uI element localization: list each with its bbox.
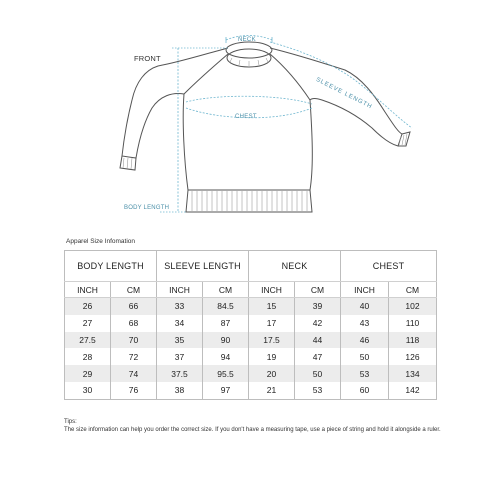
group-header: BODY LENGTH (65, 251, 157, 282)
table-cell: 44 (295, 332, 341, 349)
size-table (64, 250, 437, 400)
tips-title: Tips: (64, 419, 77, 425)
table-cell: 76 (111, 382, 157, 399)
table-caption: Apparel Size Infomation (66, 238, 136, 245)
group-header: NECK (249, 251, 341, 282)
table-cell: 28 (65, 348, 111, 365)
table-cell: 38 (157, 382, 203, 399)
table-cell: 94 (203, 348, 249, 365)
table-cell: 40 (341, 298, 389, 315)
unit-header: INCH (65, 282, 111, 298)
table-cell: 142 (389, 382, 437, 399)
table-cell: 95.5 (203, 365, 249, 382)
table-cell: 66 (111, 298, 157, 315)
unit-header: CM (111, 282, 157, 298)
table-cell: 70 (111, 332, 157, 349)
table-row (65, 315, 437, 332)
table-cell: 134 (389, 365, 437, 382)
table-cell: 19 (249, 348, 295, 365)
tips-text: The size information can help you order the correct size. If you don't have a measuring tape, use a piece of string and hold it alongside a ruler. (64, 426, 441, 433)
unit-header: CM (389, 282, 437, 298)
sweater-diagram (0, 0, 500, 232)
table-cell: 53 (295, 382, 341, 399)
table-cell: 39 (295, 298, 341, 315)
table-cell: 46 (341, 332, 389, 349)
sleeve-length-label: SLEEVE LENGTH (314, 76, 374, 111)
table-cell: 43 (341, 315, 389, 332)
table-cell: 97 (203, 382, 249, 399)
body-length-label: BODY LENGTH (124, 205, 170, 211)
table-cell: 34 (157, 315, 203, 332)
table-cell: 47 (295, 348, 341, 365)
unit-header: CM (295, 282, 341, 298)
table-cell: 102 (389, 298, 437, 315)
table-cell: 20 (249, 365, 295, 382)
table-cell: 74 (111, 365, 157, 382)
table-cell: 68 (111, 315, 157, 332)
chest-label: CHEST (235, 114, 257, 120)
table-cell: 26 (65, 298, 111, 315)
table-cell: 90 (203, 332, 249, 349)
table-row (65, 382, 437, 399)
table-cell: 53 (341, 365, 389, 382)
table-cell: 37 (157, 348, 203, 365)
unit-header: INCH (341, 282, 389, 298)
neck-label: NECK (238, 37, 256, 43)
table-cell: 17.5 (249, 332, 295, 349)
table-cell: 27 (65, 315, 111, 332)
table-cell: 50 (295, 365, 341, 382)
table-cell: 35 (157, 332, 203, 349)
table-cell: 29 (65, 365, 111, 382)
table-cell: 21 (249, 382, 295, 399)
unit-header: CM (203, 282, 249, 298)
table-cell: 84.5 (203, 298, 249, 315)
table-cell: 87 (203, 315, 249, 332)
front-label: FRONT (134, 54, 161, 63)
table-cell: 72 (111, 348, 157, 365)
table-cell: 33 (157, 298, 203, 315)
unit-header: INCH (157, 282, 203, 298)
table-cell: 27.5 (65, 332, 111, 349)
unit-header: INCH (249, 282, 295, 298)
tips-section (64, 419, 444, 434)
table-row (65, 348, 437, 365)
unit-header-row (65, 282, 437, 298)
table-cell: 110 (389, 315, 437, 332)
table-cell: 17 (249, 315, 295, 332)
table-cell: 126 (389, 348, 437, 365)
table-cell: 37.5 (157, 365, 203, 382)
table-row (65, 332, 437, 349)
table-row (65, 298, 437, 315)
table-cell: 15 (249, 298, 295, 315)
table-cell: 118 (389, 332, 437, 349)
table-row (65, 365, 437, 382)
group-header: SLEEVE LENGTH (157, 251, 249, 282)
table-cell: 60 (341, 382, 389, 399)
table-cell: 42 (295, 315, 341, 332)
group-header-row (65, 251, 437, 282)
table-cell: 50 (341, 348, 389, 365)
table-cell: 30 (65, 382, 111, 399)
group-header: CHEST (341, 251, 437, 282)
